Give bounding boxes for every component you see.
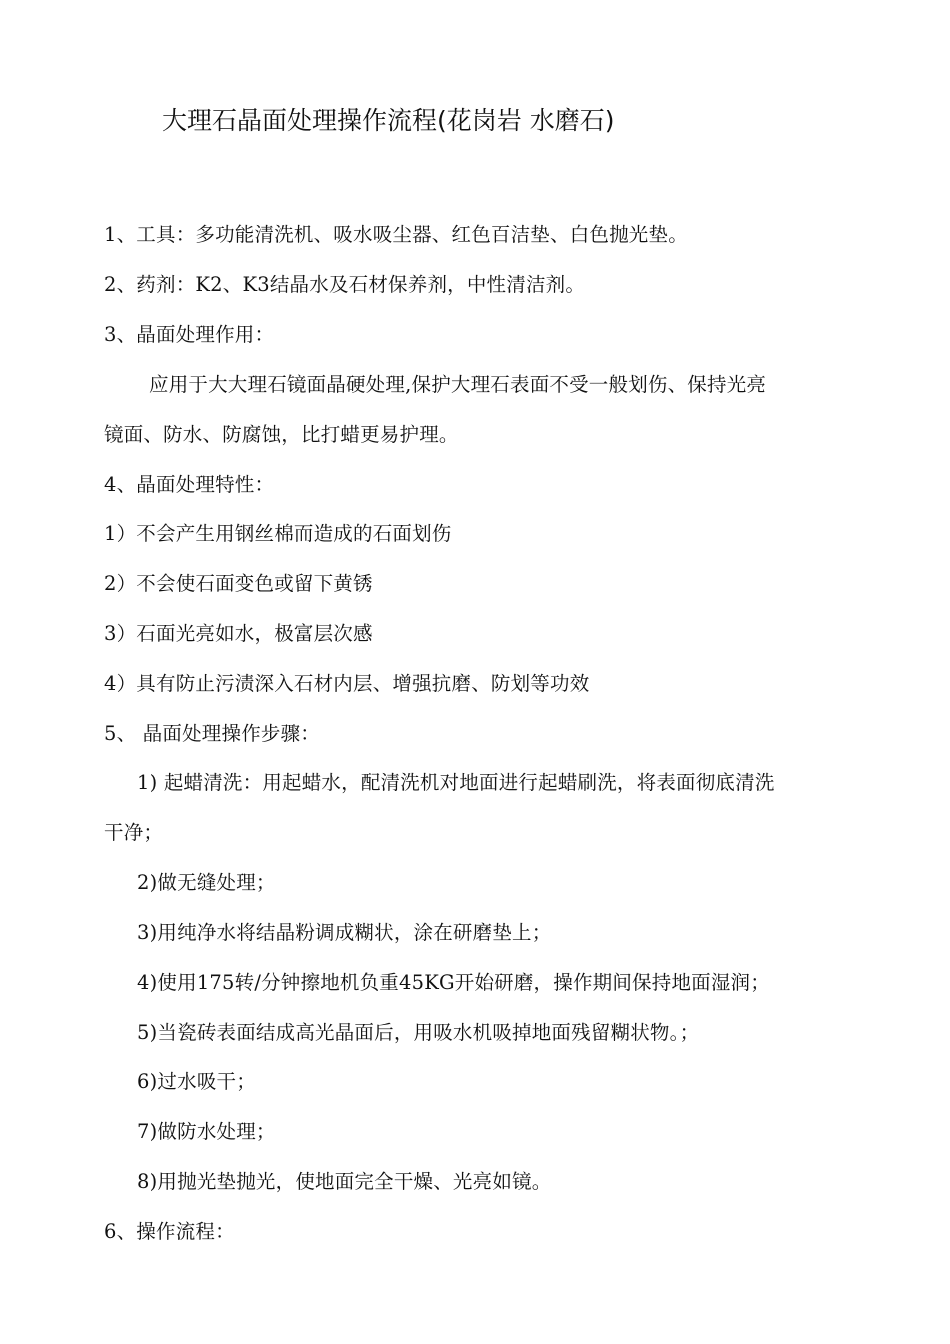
paragraph-tools: 1、工具：多功能清洗机、吸水吸尘器、红色百洁垫、白色抛光垫。 bbox=[104, 223, 688, 246]
section-heading-steps: 5、 晶面处理操作步骤： bbox=[104, 722, 321, 745]
page-title: 大理石晶面处理操作流程(花岗岩 水磨石) bbox=[162, 106, 615, 135]
section-heading-features: 4、晶面处理特性： bbox=[104, 473, 275, 496]
list-item-step-1-cont: 干净； bbox=[104, 821, 164, 844]
list-item-step-1: 1) 起蜡清洗：用起蜡水，配清洗机对地面进行起蜡刷洗，将表面彻底清洗 bbox=[137, 771, 775, 794]
list-item-feature-2: 2）不会使石面变色或留下黄锈 bbox=[104, 572, 373, 595]
list-item-step-2: 2)做无缝处理； bbox=[137, 871, 276, 894]
list-item-feature-4: 4）具有防止污渍深入石材内层、增强抗磨、防划等功效 bbox=[104, 672, 590, 695]
paragraph-function-1: 应用于大大理石镜面晶硬处理,保护大理石表面不受一般划伤、保持光亮 bbox=[149, 373, 767, 396]
section-heading-process: 6、操作流程： bbox=[104, 1220, 235, 1243]
list-item-step-3: 3)用纯净水将结晶粉调成糊状，涂在研磨垫上； bbox=[137, 921, 552, 944]
section-heading-function: 3、晶面处理作用： bbox=[104, 323, 275, 346]
list-item-step-5: 5)当瓷砖表面结成高光晶面后，用吸水机吸掉地面残留糊状物。； bbox=[137, 1021, 700, 1044]
list-item-step-4: 4)使用175转/分钟擦地机负重45KG开始研磨，操作期间保持地面湿润； bbox=[137, 971, 770, 994]
list-item-step-6: 6)过水吸干； bbox=[137, 1070, 256, 1093]
list-item-feature-1: 1）不会产生用钢丝棉而造成的石面划伤 bbox=[104, 522, 452, 545]
list-item-step-7: 7)做防水处理； bbox=[137, 1120, 276, 1143]
paragraph-agents: 2、药剂：K2、K3结晶水及石材保养剂，中性清洁剂。 bbox=[104, 273, 586, 296]
list-item-feature-3: 3）石面光亮如水，极富层次感 bbox=[104, 622, 373, 645]
list-item-step-8: 8)用抛光垫抛光，使地面完全干燥、光亮如镜。 bbox=[137, 1170, 552, 1193]
paragraph-function-2: 镜面、防水、防腐蚀，比打蜡更易护理。 bbox=[104, 423, 459, 446]
